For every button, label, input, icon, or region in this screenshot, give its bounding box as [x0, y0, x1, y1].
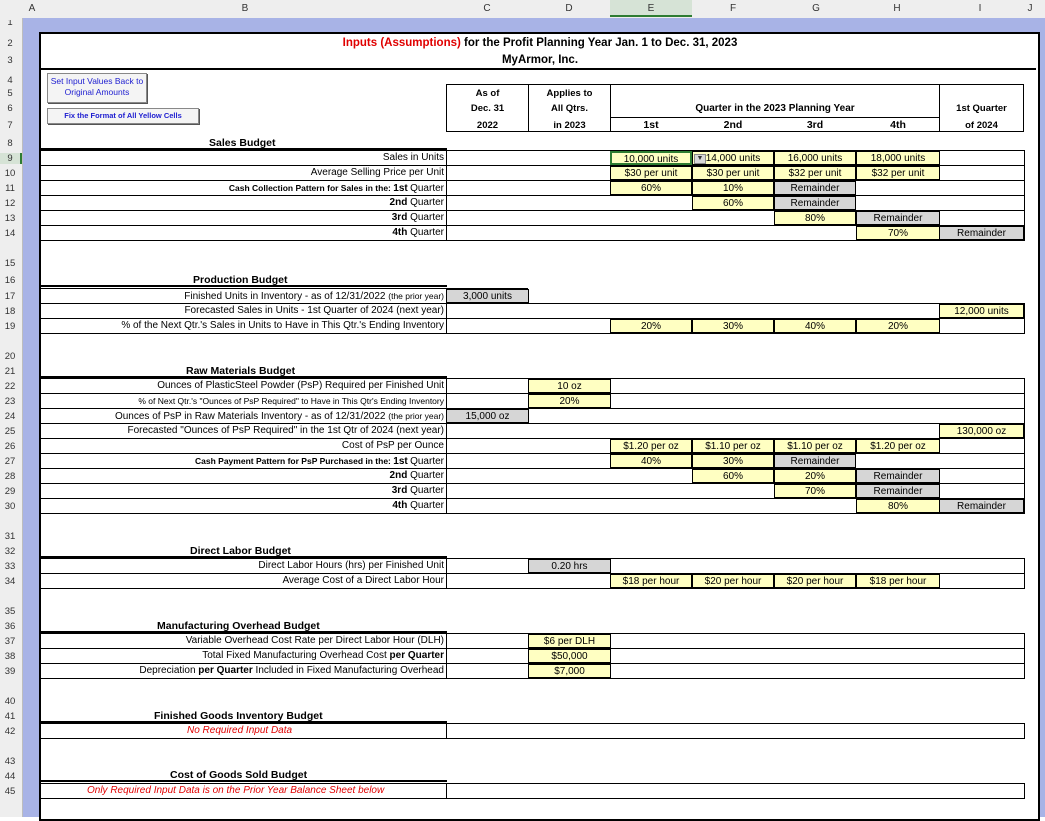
row-number[interactable]: 6: [7, 103, 13, 114]
row-number[interactable]: 31: [4, 531, 16, 542]
psp-oz-input[interactable]: 10 oz: [528, 379, 611, 393]
cogs-note: Only Required Input Data is on the Prior Year Balance Sheet below: [87, 785, 385, 796]
quarter-word: Quarter: [410, 470, 444, 481]
title-rest: for the Profit Planning Year Jan. 1 to Dec. 31, 2023: [460, 37, 738, 49]
fixed-overhead-text: Total Fixed Manufacturing Overhead Cost: [202, 650, 390, 661]
quarter-number: 4th: [392, 500, 408, 511]
finished-units-label: [40, 289, 444, 303]
row-number[interactable]: 24: [4, 411, 16, 422]
row-number[interactable]: 36: [4, 621, 16, 632]
title-highlight: Inputs (Assumptions): [342, 37, 461, 49]
psp-forecast-label: Forecasted "Ounces of PsP Required" in the 1st Qtr of 2024 (next year): [127, 425, 444, 436]
payment-q2-label: [40, 469, 444, 483]
price-q1-input[interactable]: $30 per unit: [610, 166, 692, 180]
quarter-number: 3rd: [391, 212, 408, 223]
reset-inputs-button[interactable]: Set Input Values Back to Original Amounts: [47, 73, 147, 103]
cash-collection-label: [40, 181, 444, 195]
collection-q3-q3-input[interactable]: 80%: [774, 211, 856, 225]
overhead-title: Manufacturing Overhead Budget: [40, 619, 447, 633]
row-number[interactable]: 37: [4, 636, 16, 647]
psp-forecast-input[interactable]: 130,000 oz: [939, 424, 1024, 438]
row-number[interactable]: 17: [4, 291, 16, 302]
payment-q4-q4-input[interactable]: 80%: [856, 499, 940, 513]
header-q1: 1st: [643, 119, 659, 131]
row-number[interactable]: 19: [4, 321, 16, 332]
row-header-bar: [0, 18, 23, 817]
quarter-number: 2nd: [389, 470, 408, 481]
payment-q2-q2-input[interactable]: 60%: [692, 469, 774, 483]
payment-q3-q3-input[interactable]: 70%: [774, 484, 856, 498]
collection-q2-q2-input[interactable]: 60%: [692, 196, 774, 210]
price-q3-input[interactable]: $32 per unit: [774, 166, 856, 180]
row-number[interactable]: 35: [4, 606, 16, 617]
psp-inventory-value: 15,000 oz: [446, 409, 529, 423]
depreciation-input[interactable]: $7,000: [528, 664, 611, 678]
quarter-word: Quarter: [410, 183, 444, 194]
row-number[interactable]: 22: [4, 381, 16, 392]
row-number[interactable]: 15: [4, 258, 16, 269]
fix-format-button[interactable]: Fix the Format of All Yellow Cells: [47, 108, 199, 124]
sales-budget-title: Sales Budget: [40, 136, 447, 150]
depreciation-text-end: Included in Fixed Manufacturing Overhead: [252, 665, 444, 676]
ending-inv-q3-input[interactable]: 40%: [774, 319, 856, 333]
row-number-selected[interactable]: 9: [0, 153, 22, 164]
row-number[interactable]: 2: [7, 38, 13, 49]
payment-q2-q3-input[interactable]: 20%: [774, 469, 856, 483]
column-header-c[interactable]: C: [483, 3, 491, 14]
row-number[interactable]: 11: [5, 183, 15, 194]
row-number[interactable]: 40: [4, 696, 16, 707]
row-number[interactable]: 33: [4, 561, 16, 572]
label-divider: [446, 633, 447, 679]
psp-pct-label: % of Next Qtr.'s "Ounces of PsP Required" to Have in This Qtr's Ending Inventory: [138, 396, 444, 406]
header-c-line3: 2022: [476, 120, 499, 131]
header-q3: 3rd: [806, 119, 824, 131]
label-divider: [446, 378, 447, 514]
column-header-j[interactable]: J: [1027, 3, 1033, 14]
psp-pct-input[interactable]: 20%: [528, 394, 611, 408]
row-number[interactable]: 20: [4, 351, 16, 362]
psp-inventory-note: (the prior year): [388, 411, 444, 421]
quarter-word: Quarter: [410, 197, 444, 208]
labor-hours-value: 0.20 hrs: [528, 559, 611, 573]
variable-overhead-label: Variable Overhead Cost Rate per Direct Labor Hour (DLH): [185, 635, 444, 646]
depreciation-emphasis: per Quarter: [198, 665, 253, 676]
label-divider: [446, 723, 447, 739]
labor-hours-label: Direct Labor Hours (hrs) per Finished Unit: [258, 560, 444, 571]
row-number[interactable]: 25: [4, 426, 16, 437]
header-quarters-divider: [610, 117, 940, 118]
production-budget-title: Production Budget: [40, 273, 447, 287]
row-number[interactable]: 29: [4, 486, 16, 497]
row-number[interactable]: 4: [7, 75, 13, 86]
company-name: MyArmor, Inc.: [501, 54, 579, 66]
payment-q1-q3-remainder: Remainder: [774, 454, 856, 468]
column-header-g[interactable]: G: [812, 3, 820, 14]
fixed-overhead-label: [40, 649, 444, 663]
row-number[interactable]: 1: [7, 20, 13, 28]
forecast-sales-label: Forecasted Sales in Units - 1st Quarter of 2024 (next year): [184, 305, 444, 316]
row-number[interactable]: 14: [4, 228, 16, 239]
row-number[interactable]: 10: [4, 168, 16, 179]
fixed-overhead-input[interactable]: $50,000: [528, 649, 611, 663]
row-number[interactable]: 43: [4, 756, 16, 767]
column-header-f[interactable]: F: [729, 3, 737, 14]
psp-inventory-label: [40, 409, 444, 423]
header-c-line2: Dec. 31: [470, 103, 505, 114]
cash-payment-label: [40, 454, 444, 468]
header-d-line3: in 2023: [553, 120, 586, 131]
quarter-word: Quarter: [410, 500, 444, 511]
payment-q3-q4-remainder: Remainder: [856, 484, 940, 498]
price-q2-input[interactable]: $30 per unit: [692, 166, 774, 180]
row-number[interactable]: 30: [4, 501, 16, 512]
dropdown-arrow-icon[interactable]: ▼: [694, 154, 706, 164]
collection-q4-next-remainder: Remainder: [939, 226, 1024, 240]
quarter-number: 4th: [392, 227, 408, 238]
column-header-e-selected[interactable]: E: [610, 0, 692, 17]
depreciation-label: [40, 664, 444, 678]
row-number[interactable]: 8: [7, 138, 13, 149]
ending-inv-q2-input[interactable]: 30%: [692, 319, 774, 333]
forecast-sales-input[interactable]: 12,000 units: [939, 304, 1024, 318]
finished-units-text: Finished Units in Inventory - as of 12/31/2022: [184, 291, 386, 302]
sales-units-q4-input[interactable]: 18,000 units: [856, 151, 940, 165]
labor-cost-q4-input[interactable]: $18 per hour: [856, 574, 940, 588]
row-number[interactable]: 26: [4, 441, 16, 452]
collection-q3-q4-remainder: Remainder: [856, 211, 940, 225]
row-number[interactable]: 28: [4, 471, 16, 482]
header-d-line2: All Qtrs.: [551, 103, 588, 114]
ending-inv-q4-input[interactable]: 20%: [856, 319, 940, 333]
row-number[interactable]: 12: [4, 198, 16, 209]
row-number[interactable]: 16: [4, 275, 16, 286]
row-number[interactable]: 18: [4, 306, 16, 317]
finished-units-value: 3,000 units: [446, 289, 529, 303]
collection-q1-q2-input[interactable]: 10%: [692, 181, 774, 195]
row-number[interactable]: 44: [4, 771, 16, 782]
labor-cost-q3-input[interactable]: $20 per hour: [774, 574, 856, 588]
payment-q4-label: [40, 499, 444, 513]
psp-inventory-text: Ounces of PsP in Raw Materials Inventory - as of 12/31/2022: [114, 411, 386, 422]
row-number[interactable]: 39: [4, 666, 16, 677]
quarter-number: 1st: [393, 456, 408, 467]
psp-cost-q2-input[interactable]: $1.10 per oz: [692, 439, 774, 453]
header-quarters-title: Quarter in the 2023 Planning Year: [695, 103, 855, 114]
column-header-i[interactable]: I: [978, 3, 982, 14]
quarter-number: 3rd: [391, 485, 408, 496]
row-number[interactable]: 38: [4, 651, 16, 662]
quarter-word: Quarter: [410, 456, 444, 467]
quarter-number: 2nd: [389, 197, 408, 208]
row-number[interactable]: 23: [4, 396, 16, 407]
payment-q2-q4-remainder: Remainder: [856, 469, 940, 483]
row-number[interactable]: 42: [4, 726, 16, 737]
labor-cost-q2-input[interactable]: $20 per hour: [692, 574, 774, 588]
collection-q1-q1-input[interactable]: 60%: [610, 181, 692, 195]
sales-units-q3-input[interactable]: 16,000 units: [774, 151, 856, 165]
quarter-word: Quarter: [410, 212, 444, 223]
payment-q1-q1-input[interactable]: 40%: [610, 454, 692, 468]
column-header-a[interactable]: A: [28, 3, 36, 14]
row-number[interactable]: 3: [7, 55, 13, 66]
price-q4-input[interactable]: $32 per unit: [856, 166, 940, 180]
row-number[interactable]: 45: [4, 786, 16, 797]
row-number[interactable]: 5: [7, 88, 13, 99]
collection-q2-label: [40, 196, 444, 210]
psp-cost-q1-input[interactable]: $1.20 per oz: [610, 439, 692, 453]
variable-overhead-input[interactable]: $6 per DLH: [528, 634, 611, 648]
cash-collection-text: Cash Collection Pattern for Sales in the:: [228, 183, 391, 193]
sales-units-q1-input-selected[interactable]: 10,000 units: [610, 151, 692, 165]
header-c-line1: As of: [475, 88, 500, 99]
row-number[interactable]: 27: [4, 456, 16, 467]
header-q4: 4th: [890, 119, 906, 131]
collection-q4-label: [40, 226, 444, 240]
payment-q1-q2-input[interactable]: 30%: [692, 454, 774, 468]
depreciation-text: Depreciation: [139, 665, 199, 676]
labor-cost-label: Average Cost of a Direct Labor Hour: [282, 575, 444, 586]
cash-payment-text: Cash Payment Pattern for PsP Purchased in the:: [195, 456, 391, 466]
row-number[interactable]: 7: [7, 120, 13, 131]
row-number[interactable]: 21: [4, 366, 16, 377]
cogs-title: Cost of Goods Sold Budget: [40, 768, 447, 782]
row-number[interactable]: 34: [4, 576, 16, 587]
quarter-word: Quarter: [410, 485, 444, 496]
title-divider: [40, 68, 1036, 70]
page-title: [40, 37, 1040, 49]
payment-q4-next-remainder: Remainder: [939, 499, 1024, 513]
psp-oz-label: Ounces of PlasticSteel Powder (PsP) Required per Finished Unit: [157, 380, 444, 391]
label-divider: [446, 783, 447, 799]
header-i-line2: of 2024: [965, 120, 998, 131]
fixed-overhead-emphasis: per Quarter: [389, 650, 444, 661]
column-header-d[interactable]: D: [565, 3, 573, 14]
psp-cost-label: Cost of PsP per Ounce: [341, 440, 444, 451]
direct-labor-title: Direct Labor Budget: [40, 544, 447, 558]
finished-goods-note: No Required Input Data: [187, 725, 293, 736]
collection-q2-q3-remainder: Remainder: [774, 196, 856, 210]
sales-units-label: Sales in Units: [382, 152, 444, 163]
raw-materials-title: Raw Materials Budget: [40, 364, 447, 378]
row-number[interactable]: 41: [4, 711, 16, 722]
ending-inventory-pct-label: % of the Next Qtr.'s Sales in Units to Have in This Qtr.'s Ending Inventory: [121, 320, 444, 331]
collection-q1-q3-remainder: Remainder: [774, 181, 856, 195]
labor-cost-q1-input[interactable]: $18 per hour: [610, 574, 692, 588]
finished-goods-title: Finished Goods Inventory Budget: [40, 709, 447, 723]
row-number[interactable]: 32: [4, 546, 16, 557]
payment-q3-label: [40, 484, 444, 498]
header-q2: 2nd: [723, 119, 743, 131]
finished-units-note: (the prior year): [388, 291, 444, 301]
column-header-h[interactable]: H: [893, 3, 901, 14]
quarter-word: Quarter: [410, 227, 444, 238]
ending-inv-q1-input[interactable]: 20%: [610, 319, 692, 333]
psp-cost-q3-input[interactable]: $1.10 per oz: [774, 439, 856, 453]
column-header-b[interactable]: B: [241, 3, 249, 14]
header-i-line1: 1st Quarter: [956, 103, 1007, 114]
column-header-bar: [0, 0, 1045, 19]
header-d-line1: Applies to: [546, 88, 593, 99]
quarter-number: 1st: [393, 183, 408, 194]
selling-price-label: Average Selling Price per Unit: [310, 167, 444, 178]
row-number[interactable]: 13: [4, 213, 16, 224]
psp-cost-q4-input[interactable]: $1.20 per oz: [856, 439, 940, 453]
sales-units-q2-input[interactable]: 14,000 units: [692, 151, 774, 165]
collection-q3-label: [40, 211, 444, 225]
collection-q4-q4-input[interactable]: 70%: [856, 226, 940, 240]
